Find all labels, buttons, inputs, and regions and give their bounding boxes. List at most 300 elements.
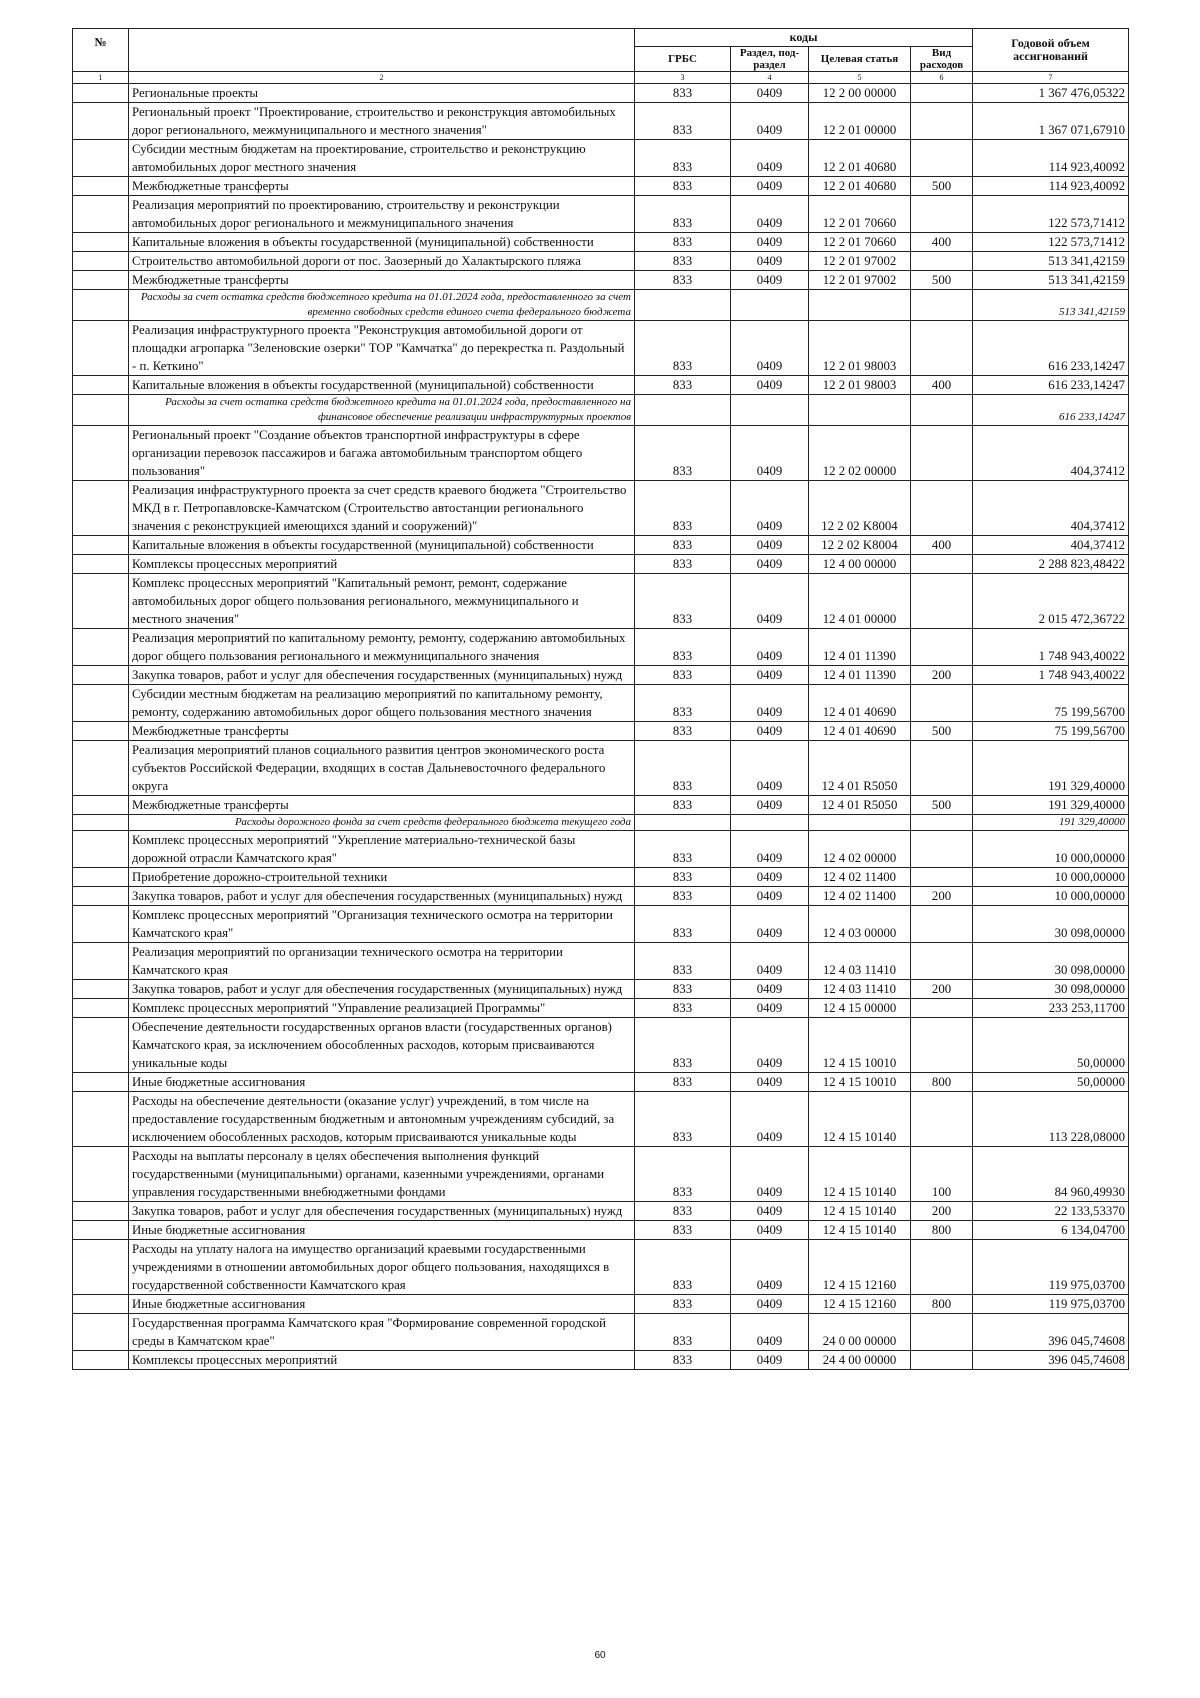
- cell-name: Реализация инфраструктурного проекта "Реконструкция автомобильной дороги от площадки агропарка "Зеленовские озерки" ТОР "Камчатка" до перекрестка п. Раздольный - п. Кеткино": [129, 321, 635, 376]
- table-row: [73, 103, 1129, 140]
- cell-target: 12 2 01 97002: [809, 271, 911, 290]
- cell-sum: 616 233,14247: [973, 321, 1129, 376]
- cell-sect: 0409: [731, 831, 809, 868]
- cell-sum: 119 975,03700: [973, 1240, 1129, 1295]
- cell-grbs: 833: [635, 574, 731, 629]
- cell-name: Реализация инфраструктурного проекта за счет средств краевого бюджета "Строительство МКД в г. Петропавловске-Камчатском (Строительство автостанции регионального значения с реконструкцией имеющихся зданий и сооружений)": [129, 481, 635, 536]
- cell-target: 12 4 15 10140: [809, 1221, 911, 1240]
- cell-sect: 0409: [731, 666, 809, 685]
- table-row: [73, 1240, 1129, 1295]
- row-number-cell: [73, 177, 129, 196]
- cell-target: 12 2 02 K8004: [809, 481, 911, 536]
- cell-target: [809, 395, 911, 426]
- cell-sum: 513 341,42159: [973, 271, 1129, 290]
- cell-vr: 500: [911, 177, 973, 196]
- cell-vr: 800: [911, 1295, 973, 1314]
- header-row-top: [73, 29, 1129, 47]
- cell-name: Межбюджетные трансферты: [129, 722, 635, 741]
- cell-sum: 114 923,40092: [973, 140, 1129, 177]
- cell-vr: [911, 906, 973, 943]
- cell-sect: 0409: [731, 196, 809, 233]
- cell-target: 24 0 00 00000: [809, 1314, 911, 1351]
- col-header-name: [129, 29, 635, 72]
- row-number-cell: [73, 1073, 129, 1092]
- cell-vr: 400: [911, 376, 973, 395]
- column-number: 1: [73, 72, 129, 84]
- cell-sect: 0409: [731, 1221, 809, 1240]
- cell-grbs: 833: [635, 1073, 731, 1092]
- cell-target: 12 4 01 11390: [809, 666, 911, 685]
- cell-sect: 0409: [731, 84, 809, 103]
- cell-grbs: 833: [635, 271, 731, 290]
- cell-sum: 113 228,08000: [973, 1092, 1129, 1147]
- table-row: [73, 196, 1129, 233]
- cell-vr: [911, 629, 973, 666]
- cell-sum: 1 748 943,40022: [973, 666, 1129, 685]
- col-header-exptype: Вид расходов: [911, 47, 973, 72]
- cell-sect: 0409: [731, 1295, 809, 1314]
- row-number-cell: [73, 999, 129, 1018]
- table-row: [73, 741, 1129, 796]
- cell-name: Субсидии местным бюджетам на проектирование, строительство и реконструкцию автомобильных дорог местного значения: [129, 140, 635, 177]
- cell-sect: 0409: [731, 999, 809, 1018]
- cell-vr: [911, 815, 973, 831]
- cell-sect: [731, 395, 809, 426]
- cell-sum: 191 329,40000: [973, 741, 1129, 796]
- cell-grbs: 833: [635, 629, 731, 666]
- table-row: [73, 536, 1129, 555]
- table-row: [73, 1202, 1129, 1221]
- cell-sum: 10 000,00000: [973, 868, 1129, 887]
- cell-sect: 0409: [731, 1073, 809, 1092]
- cell-name: Комплекс процессных мероприятий "Капитальный ремонт, ремонт, содержание автомобильных дорог общего пользования регионального, межмуниципального и местного значения": [129, 574, 635, 629]
- row-number-cell: [73, 1092, 129, 1147]
- cell-name: Комплексы процессных мероприятий: [129, 555, 635, 574]
- cell-name: Субсидии местным бюджетам на реализацию мероприятий по капитальному ремонту, ремонту, содержанию автомобильных дорог общего пользования местного значения: [129, 685, 635, 722]
- cell-grbs: 833: [635, 1295, 731, 1314]
- cell-grbs: [635, 815, 731, 831]
- cell-name: Расходы на уплату налога на имущество организаций краевыми государственными учреждениями в отношении автомобильных дорог общего пользования, находящихся в государственной собственности Камчатского края: [129, 1240, 635, 1295]
- cell-name: Комплекс процессных мероприятий "Организация технического осмотра на территории Камчатского края": [129, 906, 635, 943]
- cell-name: Межбюджетные трансферты: [129, 177, 635, 196]
- cell-sect: 0409: [731, 1147, 809, 1202]
- cell-grbs: 833: [635, 1202, 731, 1221]
- column-number: 4: [731, 72, 809, 84]
- table-row: [73, 796, 1129, 815]
- cell-sect: 0409: [731, 103, 809, 140]
- budget-sheet: [72, 28, 1128, 1370]
- cell-sect: 0409: [731, 271, 809, 290]
- table-row: [73, 321, 1129, 376]
- table-row: [73, 1221, 1129, 1240]
- table-row: [73, 376, 1129, 395]
- cell-sum: 122 573,71412: [973, 233, 1129, 252]
- cell-target: 12 2 01 98003: [809, 376, 911, 395]
- cell-grbs: 833: [635, 943, 731, 980]
- cell-sum: 404,37412: [973, 481, 1129, 536]
- cell-target: 12 4 02 00000: [809, 831, 911, 868]
- cell-sect: 0409: [731, 252, 809, 271]
- cell-vr: 200: [911, 980, 973, 999]
- table-row: [73, 629, 1129, 666]
- cell-grbs: 833: [635, 196, 731, 233]
- cell-target: 12 4 01 40690: [809, 722, 911, 741]
- cell-sum: 50,00000: [973, 1073, 1129, 1092]
- page-number: 60: [594, 1650, 606, 1661]
- cell-grbs: 833: [635, 1092, 731, 1147]
- cell-sum: 191 329,40000: [973, 815, 1129, 831]
- cell-target: 12 4 01 00000: [809, 574, 911, 629]
- row-number-cell: [73, 980, 129, 999]
- cell-target: 12 4 01 R5050: [809, 796, 911, 815]
- cell-name: Межбюджетные трансферты: [129, 796, 635, 815]
- cell-grbs: 833: [635, 1018, 731, 1073]
- cell-target: 12 4 15 10010: [809, 1073, 911, 1092]
- cell-target: 12 4 15 10140: [809, 1147, 911, 1202]
- cell-sect: 0409: [731, 574, 809, 629]
- table-row: [73, 868, 1129, 887]
- cell-grbs: 833: [635, 1240, 731, 1295]
- table-body: [73, 84, 1129, 1370]
- cell-target: 12 2 00 00000: [809, 84, 911, 103]
- table-row: [73, 666, 1129, 685]
- table-row: [73, 1073, 1129, 1092]
- cell-name: Закупка товаров, работ и услуг для обеспечения государственных (муниципальных) нужд: [129, 1202, 635, 1221]
- cell-sum: 396 045,74608: [973, 1314, 1129, 1351]
- row-number-cell: [73, 321, 129, 376]
- row-number-cell: [73, 555, 129, 574]
- cell-sect: [731, 290, 809, 321]
- col-header-total: Годовой объем ассигнований: [973, 29, 1129, 72]
- column-number: 7: [973, 72, 1129, 84]
- cell-sum: 30 098,00000: [973, 943, 1129, 980]
- cell-sect: 0409: [731, 796, 809, 815]
- table-row: [73, 685, 1129, 722]
- row-number-cell: [73, 536, 129, 555]
- cell-name: Обеспечение деятельности государственных органов власти (государственных органов) Камчатского края, за исключением обособленных расходов, которым присваиваются уникальные коды: [129, 1018, 635, 1073]
- cell-sum: 2 015 472,36722: [973, 574, 1129, 629]
- cell-name: Региональный проект "Проектирование, строительство и реконструкция автомобильных дорог регионального, межмуниципального и местного значения": [129, 103, 635, 140]
- cell-vr: [911, 481, 973, 536]
- cell-target: 12 4 15 12160: [809, 1240, 911, 1295]
- cell-target: 12 4 15 10140: [809, 1092, 911, 1147]
- cell-vr: 500: [911, 722, 973, 741]
- cell-vr: [911, 1314, 973, 1351]
- table-row: [73, 1018, 1129, 1073]
- cell-name: Реализация мероприятий планов социального развития центров экономического роста субъектов Российской Федерации, входящих в состав Дальневосточного федерального округа: [129, 741, 635, 796]
- col-header-grbs: ГРБС: [635, 47, 731, 72]
- cell-vr: 100: [911, 1147, 973, 1202]
- cell-grbs: 833: [635, 1314, 731, 1351]
- cell-sect: 0409: [731, 177, 809, 196]
- table-row: [73, 140, 1129, 177]
- cell-grbs: 833: [635, 685, 731, 722]
- table-row: [73, 271, 1129, 290]
- cell-sum: 10 000,00000: [973, 887, 1129, 906]
- cell-target: 12 4 01 40690: [809, 685, 911, 722]
- row-number-cell: [73, 685, 129, 722]
- cell-target: 12 2 02 00000: [809, 426, 911, 481]
- row-number-cell: [73, 1295, 129, 1314]
- cell-vr: [911, 555, 973, 574]
- cell-sum: 84 960,49930: [973, 1147, 1129, 1202]
- cell-vr: 800: [911, 1221, 973, 1240]
- cell-sect: 0409: [731, 481, 809, 536]
- cell-sum: 404,37412: [973, 536, 1129, 555]
- cell-sect: 0409: [731, 906, 809, 943]
- budget-table: [72, 28, 1129, 1370]
- cell-sum: 1 367 476,05322: [973, 84, 1129, 103]
- row-number-cell: [73, 103, 129, 140]
- cell-vr: [911, 741, 973, 796]
- cell-grbs: [635, 395, 731, 426]
- cell-sect: 0409: [731, 426, 809, 481]
- cell-name: Иные бюджетные ассигнования: [129, 1295, 635, 1314]
- cell-target: 12 2 01 00000: [809, 103, 911, 140]
- cell-grbs: 833: [635, 177, 731, 196]
- table-row: [73, 1351, 1129, 1370]
- cell-grbs: 833: [635, 481, 731, 536]
- cell-grbs: 833: [635, 426, 731, 481]
- cell-name: Комплекс процессных мероприятий "Управление реализацией Программы": [129, 999, 635, 1018]
- cell-grbs: 833: [635, 741, 731, 796]
- row-number-cell: [73, 271, 129, 290]
- column-number: 2: [129, 72, 635, 84]
- cell-grbs: 833: [635, 536, 731, 555]
- cell-grbs: 833: [635, 906, 731, 943]
- row-number-cell: [73, 1240, 129, 1295]
- cell-grbs: 833: [635, 233, 731, 252]
- cell-sum: 114 923,40092: [973, 177, 1129, 196]
- table-row: [73, 1092, 1129, 1147]
- cell-name: Расходы за счет остатка средств бюджетного кредита на 01.01.2024 года, предоставленного за счет временно свободных средств единого счета федерального бюджета: [129, 290, 635, 321]
- col-header-codes: коды: [635, 29, 973, 47]
- cell-sect: 0409: [731, 1018, 809, 1073]
- col-header-section: Раздел, под-раздел: [731, 47, 809, 72]
- row-number-cell: [73, 722, 129, 741]
- cell-sect: 0409: [731, 321, 809, 376]
- cell-vr: [911, 1240, 973, 1295]
- cell-sum: 513 341,42159: [973, 290, 1129, 321]
- cell-sum: 616 233,14247: [973, 376, 1129, 395]
- cell-sum: 616 233,14247: [973, 395, 1129, 426]
- cell-target: 12 4 15 12160: [809, 1295, 911, 1314]
- cell-grbs: 833: [635, 321, 731, 376]
- cell-target: 12 4 15 10140: [809, 1202, 911, 1221]
- cell-name: Иные бюджетные ассигнования: [129, 1073, 635, 1092]
- cell-vr: 400: [911, 233, 973, 252]
- cell-vr: [911, 84, 973, 103]
- table-row: [73, 177, 1129, 196]
- table-row: [73, 1314, 1129, 1351]
- cell-sect: 0409: [731, 868, 809, 887]
- cell-vr: [911, 140, 973, 177]
- row-number-cell: [73, 84, 129, 103]
- cell-name: Комплексы процессных мероприятий: [129, 1351, 635, 1370]
- cell-name: Расходы на выплаты персоналу в целях обеспечения выполнения функций государственными (муниципальными) органами, казенными учреждениями, органами управления государственными внебюджетными фондами: [129, 1147, 635, 1202]
- table-row: [73, 943, 1129, 980]
- cell-sum: 233 253,11700: [973, 999, 1129, 1018]
- cell-vr: 200: [911, 887, 973, 906]
- cell-name: Капитальные вложения в объекты государственной (муниципальной) собственности: [129, 536, 635, 555]
- cell-name: Расходы за счет остатка средств бюджетного кредита на 01.01.2024 года, предоставленного на финансовое обеспечение реализации инфраструктурных проектов: [129, 395, 635, 426]
- cell-name: Капитальные вложения в объекты государственной (муниципальной) собственности: [129, 376, 635, 395]
- cell-sum: 122 573,71412: [973, 196, 1129, 233]
- cell-vr: [911, 943, 973, 980]
- table-row: [73, 1295, 1129, 1314]
- cell-sect: 0409: [731, 685, 809, 722]
- cell-grbs: 833: [635, 796, 731, 815]
- cell-target: 12 2 01 70660: [809, 196, 911, 233]
- row-number-cell: [73, 395, 129, 426]
- cell-sum: 30 098,00000: [973, 980, 1129, 999]
- cell-name: Закупка товаров, работ и услуг для обеспечения государственных (муниципальных) нужд: [129, 887, 635, 906]
- cell-vr: [911, 252, 973, 271]
- table-row: [73, 233, 1129, 252]
- cell-target: 12 4 03 11410: [809, 943, 911, 980]
- cell-target: 12 4 03 00000: [809, 906, 911, 943]
- cell-sum: 6 134,04700: [973, 1221, 1129, 1240]
- cell-vr: 200: [911, 1202, 973, 1221]
- row-number-cell: [73, 252, 129, 271]
- cell-grbs: 833: [635, 980, 731, 999]
- table-row: [73, 831, 1129, 868]
- cell-grbs: 833: [635, 84, 731, 103]
- note-row: [73, 290, 1129, 321]
- cell-name: Иные бюджетные ассигнования: [129, 1221, 635, 1240]
- cell-sect: 0409: [731, 980, 809, 999]
- column-number: 5: [809, 72, 911, 84]
- cell-grbs: 833: [635, 1147, 731, 1202]
- cell-vr: [911, 290, 973, 321]
- table-row: [73, 722, 1129, 741]
- cell-sect: 0409: [731, 943, 809, 980]
- note-row: [73, 395, 1129, 426]
- table-row: [73, 574, 1129, 629]
- cell-grbs: 833: [635, 1221, 731, 1240]
- cell-vr: [911, 1092, 973, 1147]
- cell-sect: 0409: [731, 1314, 809, 1351]
- cell-vr: [911, 1018, 973, 1073]
- row-number-cell: [73, 233, 129, 252]
- cell-grbs: 833: [635, 868, 731, 887]
- cell-sect: 0409: [731, 1351, 809, 1370]
- cell-vr: 800: [911, 1073, 973, 1092]
- row-number-cell: [73, 815, 129, 831]
- cell-name: Государственная программа Камчатского края "Формирование современной городской среды в Камчатском крае": [129, 1314, 635, 1351]
- cell-vr: 500: [911, 796, 973, 815]
- cell-sum: 1 748 943,40022: [973, 629, 1129, 666]
- cell-grbs: 833: [635, 1351, 731, 1370]
- cell-sum: 513 341,42159: [973, 252, 1129, 271]
- cell-target: 12 4 15 10010: [809, 1018, 911, 1073]
- table-row: [73, 252, 1129, 271]
- row-number-cell: [73, 481, 129, 536]
- cell-target: 12 4 03 11410: [809, 980, 911, 999]
- cell-target: 12 4 15 00000: [809, 999, 911, 1018]
- cell-sect: 0409: [731, 233, 809, 252]
- cell-target: 12 4 02 11400: [809, 868, 911, 887]
- row-number-cell: [73, 887, 129, 906]
- cell-sect: 0409: [731, 1092, 809, 1147]
- table-row: [73, 999, 1129, 1018]
- column-number-row: [73, 72, 1129, 84]
- cell-sum: 404,37412: [973, 426, 1129, 481]
- row-number-cell: [73, 943, 129, 980]
- cell-sum: 1 367 071,67910: [973, 103, 1129, 140]
- cell-sum: 75 199,56700: [973, 722, 1129, 741]
- cell-vr: [911, 426, 973, 481]
- cell-sect: [731, 815, 809, 831]
- cell-name: Расходы дорожного фонда за счет средств федерального бюджета текущего года: [129, 815, 635, 831]
- cell-sect: 0409: [731, 741, 809, 796]
- cell-vr: 200: [911, 666, 973, 685]
- cell-sum: 30 098,00000: [973, 906, 1129, 943]
- row-number-cell: [73, 1221, 129, 1240]
- row-number-cell: [73, 1018, 129, 1073]
- cell-name: Закупка товаров, работ и услуг для обеспечения государственных (муниципальных) нужд: [129, 666, 635, 685]
- cell-sum: 119 975,03700: [973, 1295, 1129, 1314]
- row-number-cell: [73, 831, 129, 868]
- row-number-cell: [73, 741, 129, 796]
- cell-target: 24 4 00 00000: [809, 1351, 911, 1370]
- row-number-cell: [73, 906, 129, 943]
- row-number-cell: [73, 868, 129, 887]
- table-row: [73, 84, 1129, 103]
- cell-grbs: [635, 290, 731, 321]
- row-number-cell: [73, 574, 129, 629]
- cell-name: Приобретение дорожно-строительной техники: [129, 868, 635, 887]
- cell-grbs: 833: [635, 831, 731, 868]
- cell-sum: 2 288 823,48422: [973, 555, 1129, 574]
- cell-name: Реализация мероприятий по капитальному ремонту, ремонту, содержанию автомобильных дорог общего пользования регионального и межмуниципального значения: [129, 629, 635, 666]
- cell-target: [809, 290, 911, 321]
- cell-target: 12 2 01 40680: [809, 140, 911, 177]
- cell-vr: [911, 685, 973, 722]
- cell-name: Реализация мероприятий по организации технического осмотра на территории Камчатского края: [129, 943, 635, 980]
- cell-target: 12 4 02 11400: [809, 887, 911, 906]
- table-row: [73, 887, 1129, 906]
- cell-grbs: 833: [635, 376, 731, 395]
- table-row: [73, 1147, 1129, 1202]
- cell-name: Региональный проект "Создание объектов транспортной инфраструктуры в сфере организации перевозок пассажиров и багажа автомобильным транспортом общего пользования": [129, 426, 635, 481]
- cell-target: 12 4 01 11390: [809, 629, 911, 666]
- table-row: [73, 906, 1129, 943]
- cell-name: Капитальные вложения в объекты государственной (муниципальной) собственности: [129, 233, 635, 252]
- cell-vr: [911, 831, 973, 868]
- cell-name: Межбюджетные трансферты: [129, 271, 635, 290]
- cell-vr: [911, 999, 973, 1018]
- column-number: 3: [635, 72, 731, 84]
- cell-sect: 0409: [731, 629, 809, 666]
- cell-grbs: 833: [635, 666, 731, 685]
- cell-name: Расходы на обеспечение деятельности (оказание услуг) учреждений, в том числе на предоставление государственным бюджетным и автономным учреждениям субсидий, за исключением обособленных расходов, которым присваиваются уникальные коды: [129, 1092, 635, 1147]
- row-number-cell: [73, 1351, 129, 1370]
- table-row: [73, 481, 1129, 536]
- cell-vr: 400: [911, 536, 973, 555]
- cell-target: 12 4 01 R5050: [809, 741, 911, 796]
- col-header-no: №: [73, 29, 129, 72]
- cell-grbs: 833: [635, 887, 731, 906]
- row-number-cell: [73, 426, 129, 481]
- row-number-cell: [73, 290, 129, 321]
- cell-sect: 0409: [731, 376, 809, 395]
- cell-vr: [911, 103, 973, 140]
- cell-sum: 191 329,40000: [973, 796, 1129, 815]
- cell-sum: 50,00000: [973, 1018, 1129, 1073]
- cell-vr: 500: [911, 271, 973, 290]
- cell-sect: 0409: [731, 1240, 809, 1295]
